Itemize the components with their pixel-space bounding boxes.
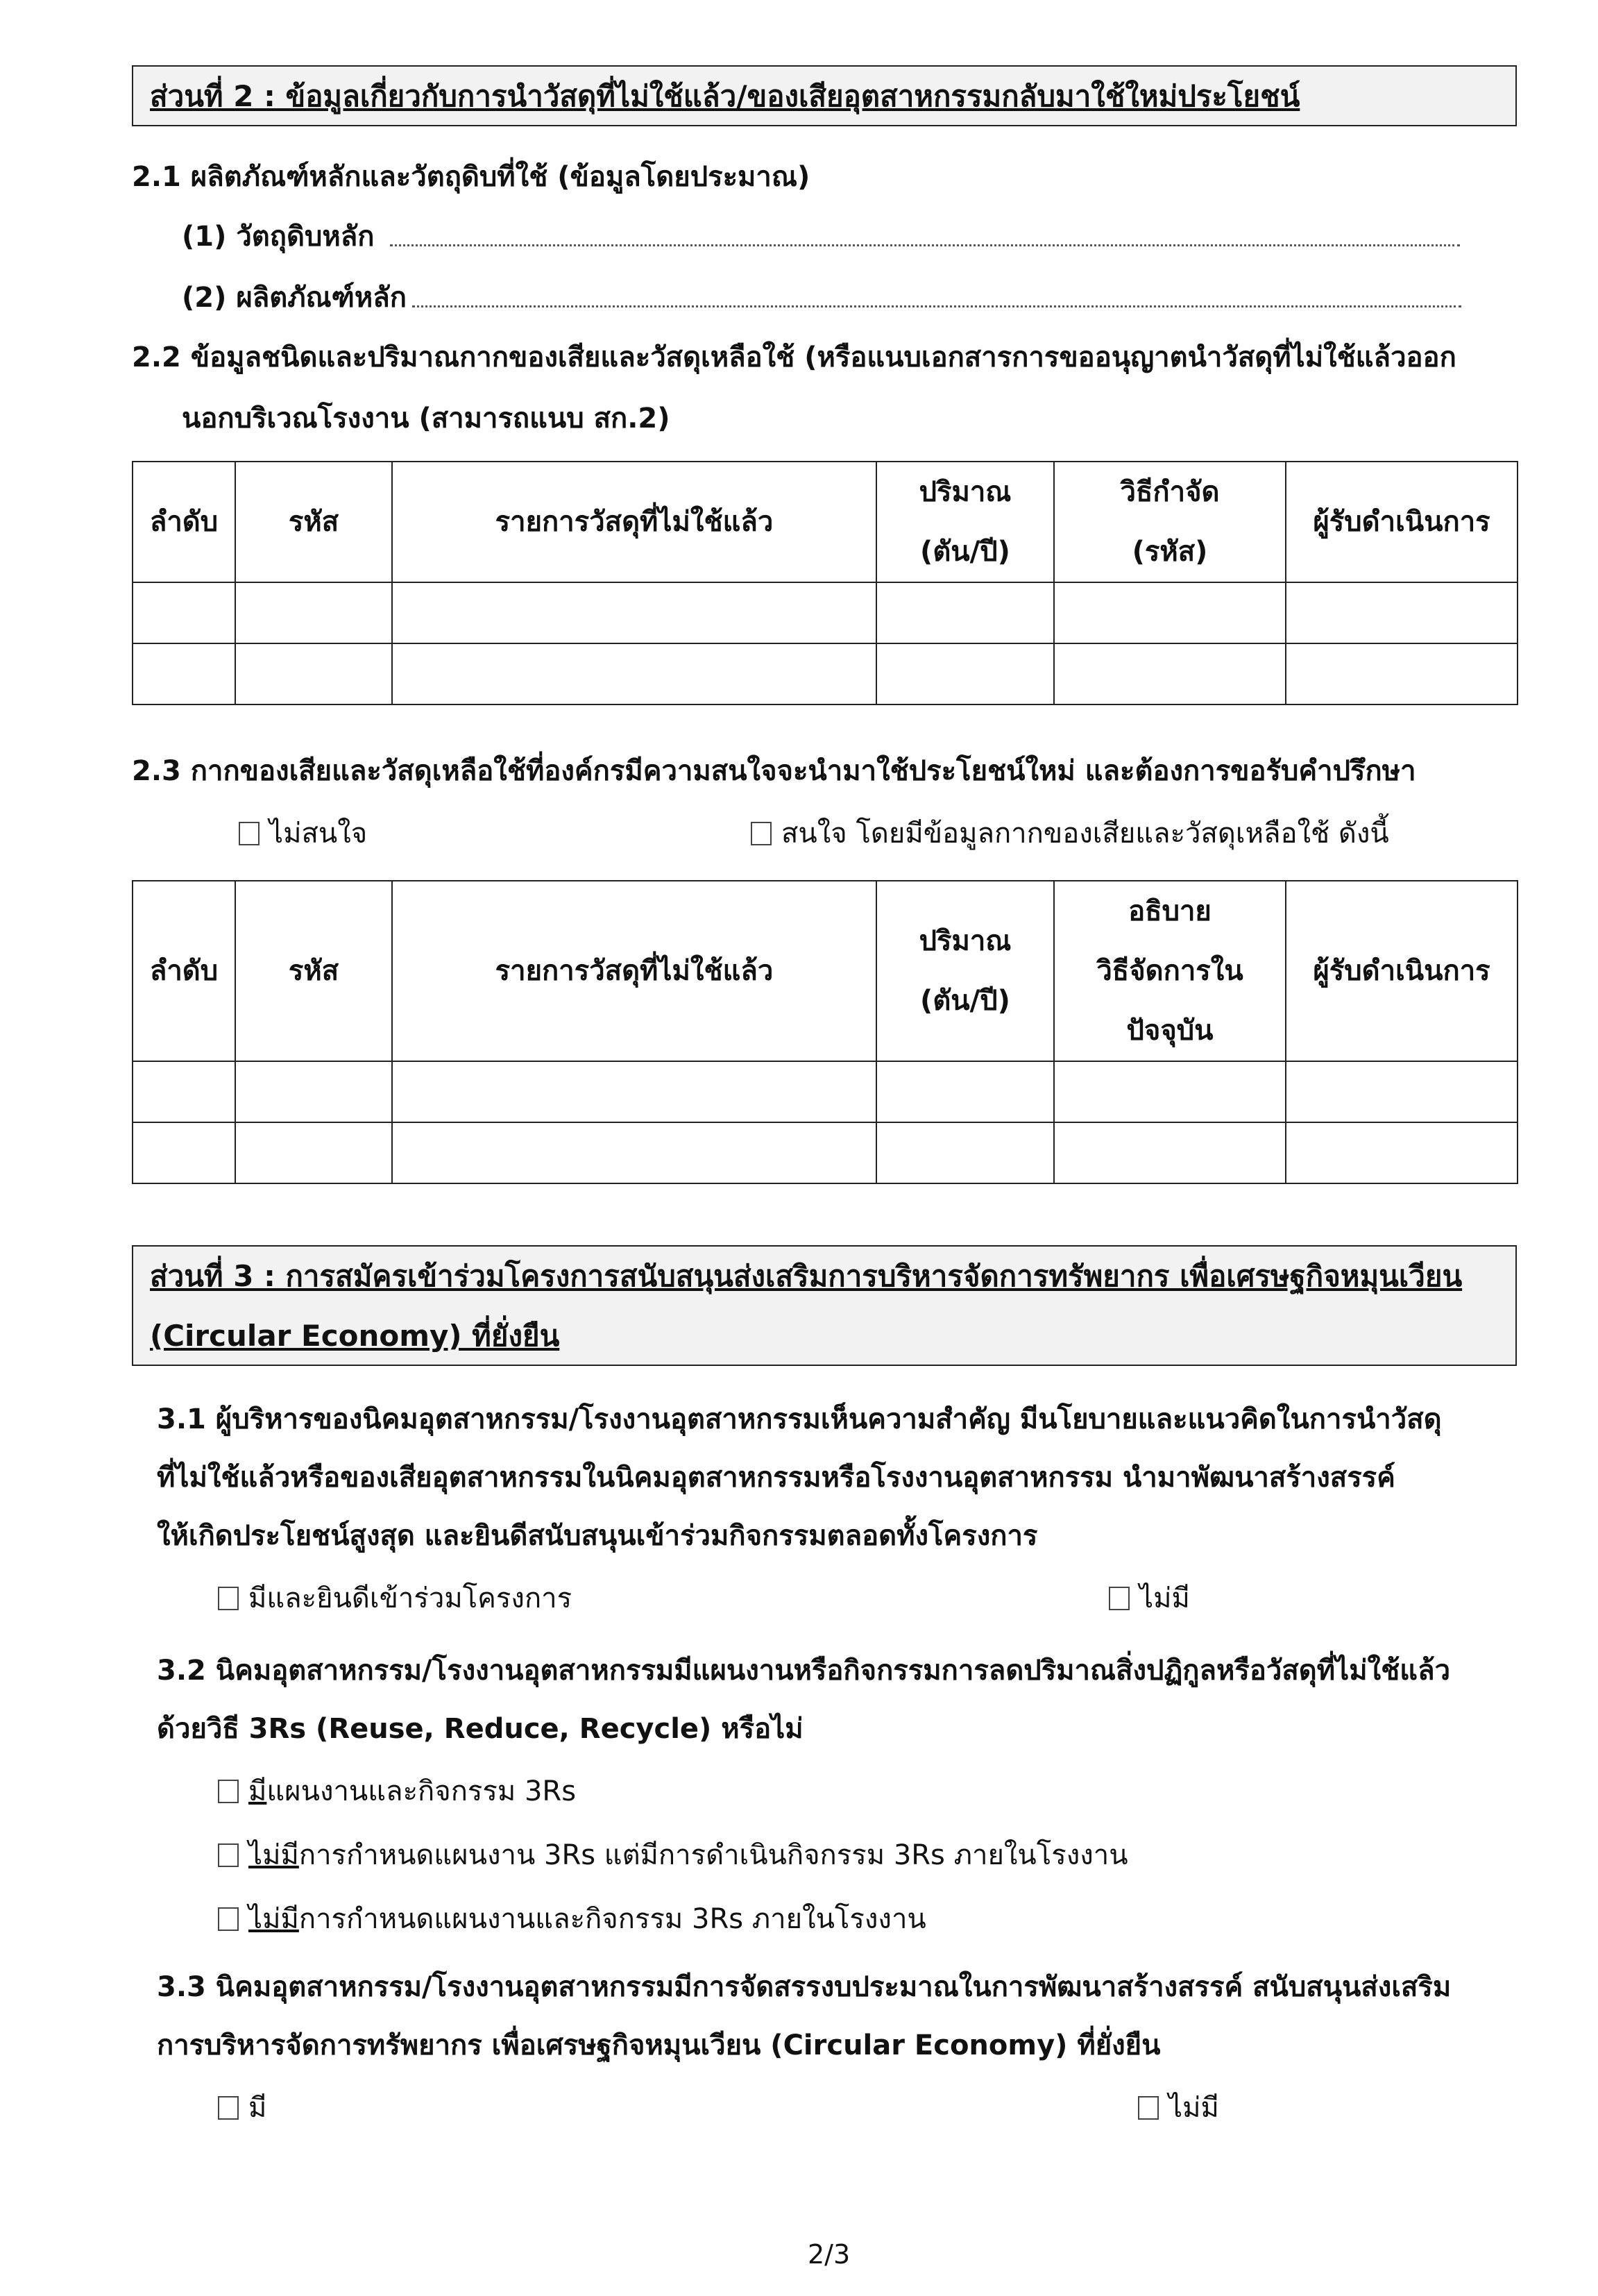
table-cell[interactable] (1054, 1061, 1286, 1122)
col-order-header: ลำดับ (133, 462, 235, 582)
waste-table (132, 461, 1518, 705)
q2-3-heading: 2.3 กากของเสียและวัสดุเหลือใช้ที่องค์กรมีความสนใจจะนำมาใช้ประโยชน์ใหม่ และต้องการขอรับคำปรึกษา (132, 755, 1416, 787)
option-interested[interactable]: สนใจ โดยมีข้อมูลกากของเสียและวัสดุเหลือใช้ ดังนี้ (751, 811, 1389, 855)
checkbox[interactable] (1138, 2096, 1159, 2120)
table-cell[interactable] (392, 582, 876, 643)
col-code-header: รหัส (235, 881, 392, 1061)
table-cell[interactable] (392, 643, 876, 704)
col-operator-header: ผู้รับดำเนินการ (1286, 462, 1518, 582)
checkbox[interactable] (751, 822, 772, 845)
table-cell[interactable] (1054, 1122, 1286, 1183)
col-disposal-method-header: วิธีกำจัด (รหัส) (1054, 462, 1286, 582)
checkbox[interactable] (239, 822, 260, 845)
table-cell[interactable] (876, 1061, 1054, 1122)
checkbox[interactable] (1109, 1587, 1130, 1610)
q2-1-heading: 2.1 ผลิตภัณฑ์หลักและวัตถุดิบที่ใช้ (ข้อมูลโดยประมาณ) (132, 161, 810, 193)
table-cell[interactable] (1286, 1061, 1518, 1122)
q3-1-line-2: ที่ไม่ใช้แล้วหรือของเสียอุตสาหกรรมในนิคมอุตสาหกรรมหรือโรงงานอุตสาหกรรม นำมาพัฒนาสร้างสรรค์ (157, 1462, 1395, 1494)
q2-1-item-raw-material: (1) วัตถุดิบหลัก (182, 221, 375, 253)
q2-2-line-1: 2.2 ข้อมูลชนิดและปริมาณกากของเสียและวัสดุเหลือใช้ (หรือแนบเอกสารการขออนุญาตนำวัสดุที่ไม่ใช้แล้วออก (132, 341, 1456, 373)
interest-table (132, 880, 1518, 1184)
option-no-budget[interactable]: ไม่มี (1138, 2085, 1219, 2129)
col-current-method-header: อธิบาย วิธีจัดการใน ปัจจุบัน (1054, 881, 1286, 1061)
page-number: 2/3 (808, 2239, 851, 2270)
table-cell[interactable] (392, 1122, 876, 1183)
checkbox[interactable] (218, 1843, 239, 1867)
col-order-header: ลำดับ (133, 881, 235, 1061)
table-header-row (133, 462, 1518, 582)
q3-3-line-2: การบริหารจัดการทรัพยากร เพื่อเศรษฐกิจหมุนเวียน (Circular Economy) ที่ยั่งยืน (157, 2029, 1161, 2061)
option-not-interested[interactable]: ไม่สนใจ (239, 811, 367, 855)
main-product-fill-line[interactable] (412, 305, 1461, 307)
q3-2-line-2: ด้วยวิธี 3Rs (Reuse, Reduce, Recycle) หรือไม่ (157, 1713, 804, 1745)
section-3-header (132, 1245, 1517, 1366)
table-cell[interactable] (133, 1061, 235, 1122)
section-3-title-line-2: (Circular Economy) ที่ยั่งยืน (150, 1319, 560, 1353)
table-cell[interactable] (133, 582, 235, 643)
col-quantity-header: ปริมาณ (ตัน/ปี) (876, 462, 1054, 582)
col-operator-header: ผู้รับดำเนินการ (1286, 881, 1518, 1061)
table-row (133, 1122, 1518, 1183)
checkbox[interactable] (218, 1587, 239, 1610)
option-no-plan-no-activity[interactable]: ไม่มีการกำหนดแผนงานและกิจกรรม 3Rs ภายในโรงงาน (218, 1896, 926, 1941)
table-cell[interactable] (876, 582, 1054, 643)
table-cell[interactable] (1286, 582, 1518, 643)
table-row (133, 582, 1518, 643)
table-cell[interactable] (235, 643, 392, 704)
table-cell[interactable] (1286, 643, 1518, 704)
q3-3-line-1: 3.3 นิคมอุตสาหกรรม/โรงงานอุตสาหกรรมมีการจัดสรรงบประมาณในการพัฒนาสร้างสรรค์ สนับสนุนส่งเสริม (157, 1971, 1452, 2003)
q3-2-line-1: 3.2 นิคมอุตสาหกรรม/โรงงานอุตสาหกรรมมีแผนงานหรือกิจกรรมการลดปริมาณสิ่งปฏิกูลหรือวัสดุที่ไม่ใช้แล้ว (157, 1655, 1451, 1687)
q3-1-line-1: 3.1 ผู้บริหารของนิคมอุตสาหกรรม/โรงงานอุตสาหกรรมเห็นความสำคัญ มีนโยบายและแนวคิดในการนำวัสดุ (157, 1403, 1442, 1435)
checkbox[interactable] (218, 1780, 239, 1803)
col-quantity-header: ปริมาณ (ตัน/ปี) (876, 881, 1054, 1061)
checkbox[interactable] (218, 2096, 239, 2120)
raw-material-fill-line[interactable] (390, 244, 1460, 246)
col-item-header: รายการวัสดุที่ไม่ใช้แล้ว (392, 881, 876, 1061)
table-cell[interactable] (133, 643, 235, 704)
col-code-header: รหัส (235, 462, 392, 582)
table-cell[interactable] (876, 643, 1054, 704)
checkbox[interactable] (218, 1907, 239, 1931)
table-cell[interactable] (1054, 643, 1286, 704)
q3-1-line-3: ให้เกิดประโยชน์สูงสุด และยินดีสนับสนุนเข้าร่วมกิจกรรมตลอดทั้งโครงการ (157, 1520, 1038, 1552)
section-2-header (132, 65, 1517, 126)
section-3-title-line-1: ส่วนที่ 3 : การสมัครเข้าร่วมโครงการสนับสนุนส่งเสริมการบริหารจัดการทรัพยากร เพื่อเศรษฐกิจหมุนเวียน (150, 1259, 1463, 1293)
table-row (133, 643, 1518, 704)
table-cell[interactable] (235, 582, 392, 643)
table-cell[interactable] (235, 1061, 392, 1122)
table-cell[interactable] (1286, 1122, 1518, 1183)
table-row (133, 1061, 1518, 1122)
option-no-plan-has-activity[interactable]: ไม่มีการกำหนดแผนงาน 3Rs แต่มีการดำเนินกิจกรรม 3Rs ภายในโรงงาน (218, 1832, 1128, 1877)
table-cell[interactable] (235, 1122, 392, 1183)
q2-2-line-2: นอกบริเวณโรงงาน (สามารถแนบ สก.2) (182, 403, 670, 434)
q2-1-item-main-product: (2) ผลิตภัณฑ์หลัก (182, 282, 407, 314)
option-yes-join-project[interactable]: มีและยินดีเข้าร่วมโครงการ (218, 1576, 572, 1620)
col-item-header: รายการวัสดุที่ไม่ใช้แล้ว (392, 462, 876, 582)
section-2-title: ส่วนที่ 2 : ข้อมูลเกี่ยวกับการนำวัสดุที่ไม่ใช้แล้ว/ของเสียอุตสาหกรรมกลับมาใช้ใหม่ประโยชน์ (150, 79, 1300, 113)
option-has-budget[interactable]: มี (218, 2085, 266, 2129)
table-cell[interactable] (133, 1122, 235, 1183)
table-cell[interactable] (876, 1122, 1054, 1183)
option-has-3rs-plan[interactable]: มีแผนงานและกิจกรรม 3Rs (218, 1769, 576, 1813)
table-header-row (133, 881, 1518, 1061)
table-cell[interactable] (392, 1061, 876, 1122)
option-no[interactable]: ไม่มี (1109, 1576, 1190, 1620)
table-cell[interactable] (1054, 582, 1286, 643)
